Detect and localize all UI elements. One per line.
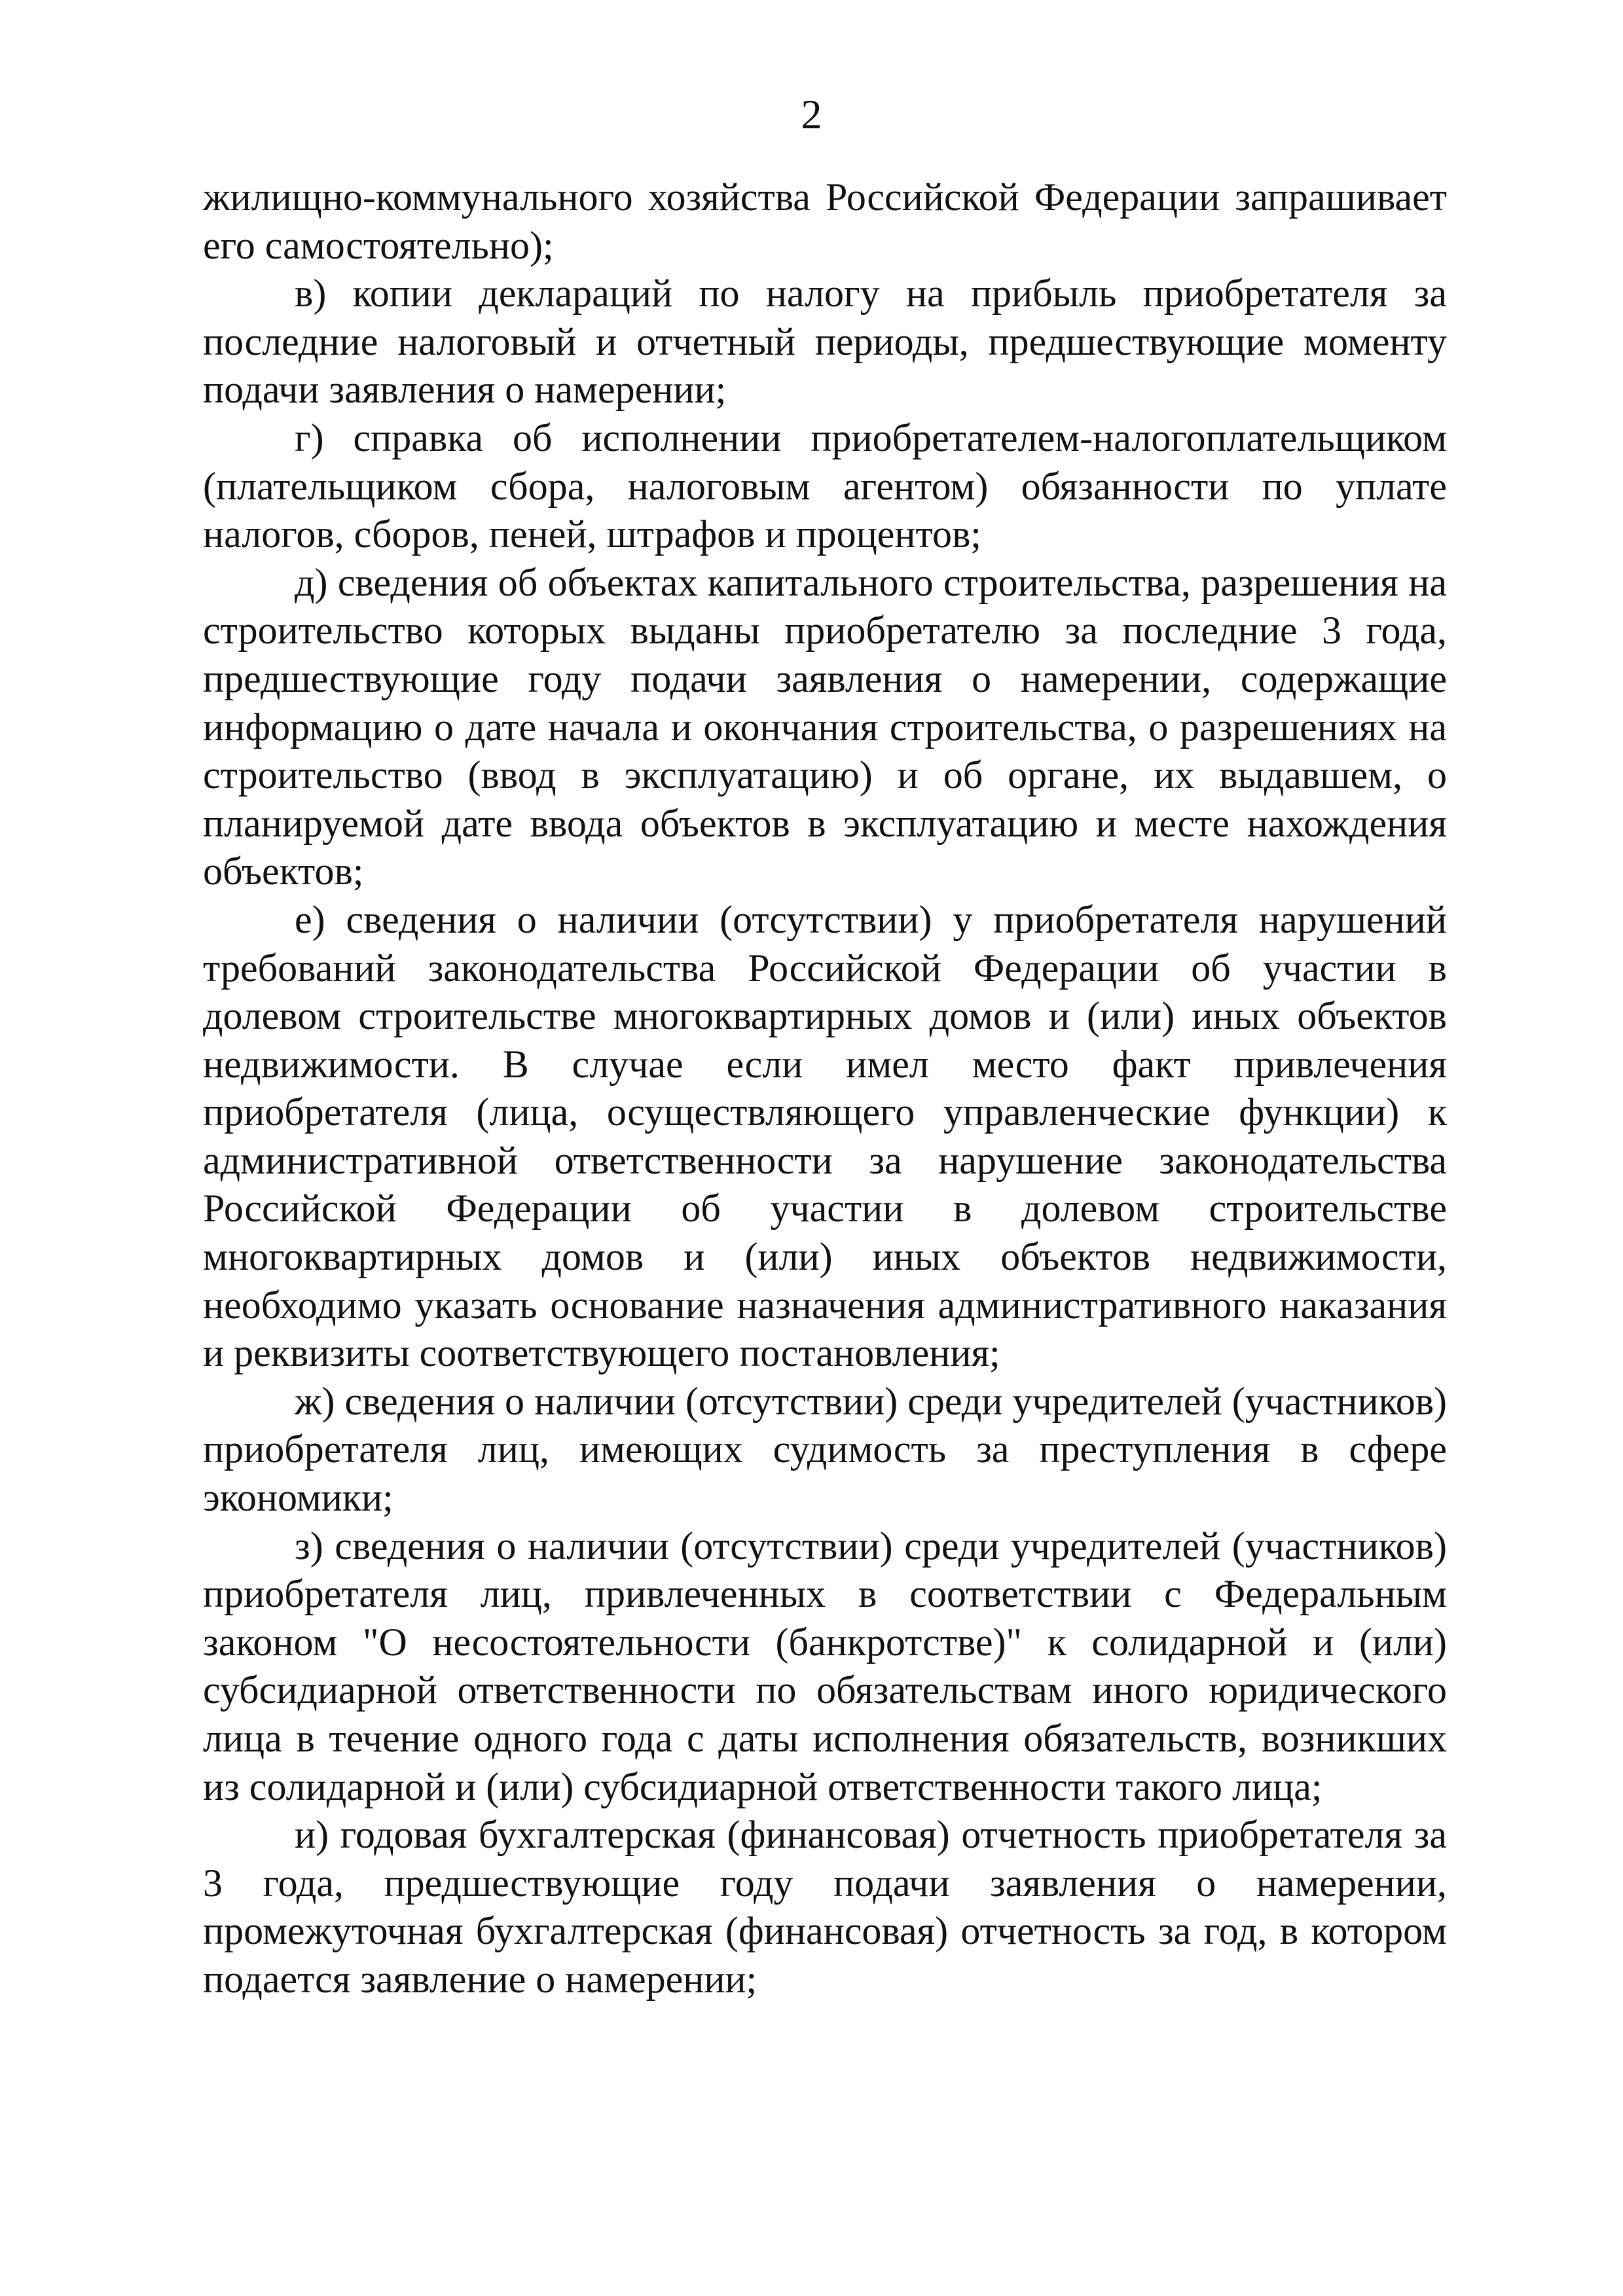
paragraph-item-zh: ж) сведения о наличии (отсутствии) среди учредителей (участников) приобретателя лиц, имеющих судимость за преступления в сфере экономики; [203, 1379, 1447, 1520]
document-body [203, 173, 1447, 2004]
paragraph-item-z: з) сведения о наличии (отсутствии) среди учредителей (участников) приобретателя лиц, привлеченных в соответствии с Федеральным законом "О несостоятельности (банкротстве)" к солидарной и (или) субсидиарной ответственности по обязательствам иного юридического лица в течение одного года с даты исполнения обязательств, возникших из солидарной и (или) субсидиарной ответственности такого лица; [203, 1524, 1447, 1808]
paragraph-item-d: д) сведения об объектах капитального строительства, разрешения на строительство которых выданы приобретателю за последние 3 года, предшествующие году подачи заявления о намерении, содержащие информацию о дате начала и окончания строительства, о разрешениях на строительство (ввод в эксплуатацию) и об органе, их выдавшем, о планируемой дате ввода объектов в эксплуатацию и месте нахождения объектов; [203, 560, 1447, 893]
page-number: 2 [801, 91, 822, 137]
paragraph-item-i: и) годовая бухгалтерская (финансовая) отчетность приобретателя за 3 года, предшествующие году подачи заявления о намерении, промежуточная бухгалтерская (финансовая) отчетность за год, в котором подается заявление о намерении; [203, 1813, 1447, 2001]
paragraph-item-v: в) копии деклараций по налогу на прибыль приобретателя за последние налоговый и отчетный периоды, предшествующие моменту подачи заявления о намерении; [203, 272, 1447, 412]
paragraph-item-e: е) сведения о наличии (отсутствии) у приобретателя нарушений требований законодательства Российской Федерации об участии в долевом строительстве многоквартирных домов и (или) иных объектов недвижимости. В случае если имел место факт привлечения приобретателя (лица, осуществляющего управленческие функции) к административной ответственности за нарушение законодательства Российской Федерации об участии в долевом строительстве многоквартирных домов и (или) иных объектов недвижимости, необходимо указать основание назначения административного наказания и реквизиты соответствующего постановления; [203, 897, 1447, 1375]
paragraph-item-g: г) справка об исполнении приобретателем-налогоплательщиком (плательщиком сбора, налоговым агентом) обязанности по уплате налогов, сборов, пеней, штрафов и процентов; [203, 416, 1447, 556]
paragraph-continuation: жилищно-коммунального хозяйства Российской Федерации запрашивает его самостоятельно); [203, 175, 1447, 267]
